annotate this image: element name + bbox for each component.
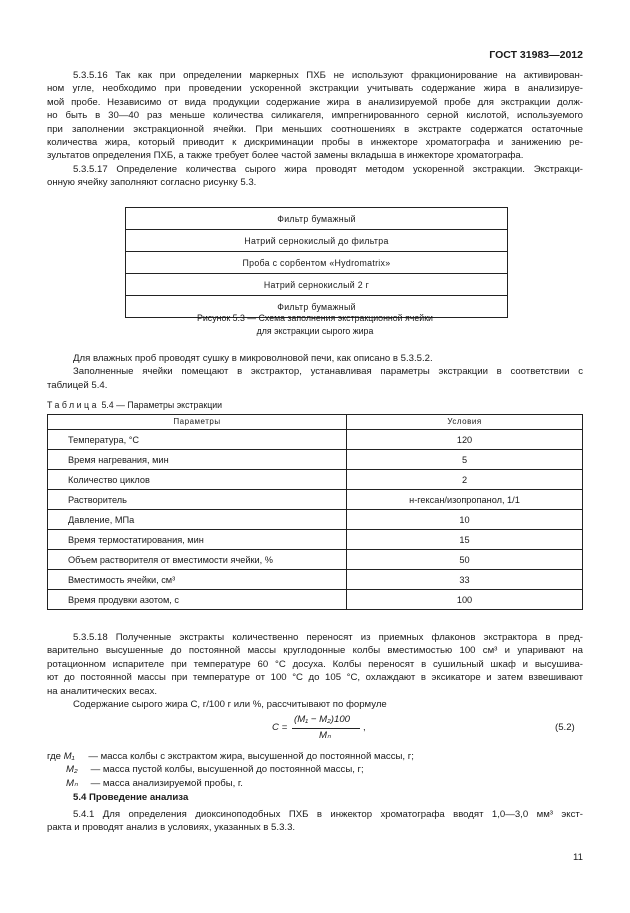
text-line: ном угле, необходимо при проведении ускоренной экстракции учитывать содержание жира в анализируе- (47, 83, 583, 95)
text-line: количества жира, который приводит к дискриминации пробы в инжекторе хроматографа и занижению ре- (47, 136, 583, 148)
denominator: Mₙ (319, 730, 331, 741)
text-line: но быть в 30—40 раз меньше количества силикагеля, импрегнированного серной кислотой, используемого (47, 110, 583, 122)
paragraph-5-3-5-18 (47, 631, 583, 711)
paragraph-5-4-1 (47, 808, 583, 835)
table-row (48, 450, 583, 470)
column-header: Условия (347, 415, 583, 430)
text-line: при заполнении экстракционной ячейки. При меньших соотношениях в экстракте содержатся остаточные (47, 123, 583, 135)
value: 2 (347, 470, 583, 490)
layer: Натрий сернокислый 2 г (126, 274, 508, 296)
value: 33 (347, 570, 583, 590)
parameter: Объем растворителя от вместимости ячейки, % (48, 550, 347, 570)
definition (47, 777, 414, 790)
text-line: на аналитических весах. (47, 685, 158, 697)
table-row (48, 590, 583, 610)
formula-5-2 (0, 714, 630, 744)
table-title: 5.4 — Параметры экстракции (99, 400, 223, 410)
text-line: 5.3.5.16 Так как при определении маркерных ПХБ не используют фракционирование на активирован- (73, 70, 583, 81)
table-row (48, 510, 583, 530)
value: 15 (347, 530, 583, 550)
value: н-гексан/изопропанол, 1/1 (347, 490, 583, 510)
symbol: M₁ (63, 751, 75, 762)
text-line: мой пробе. Независимо от вида продукции содержание жира в анализируемой пробе для экстракции долж- (47, 96, 583, 108)
text-line: варительно высушенные до постоянной массы круглодонные колбы вместимостью 100 см³ и упаривают на (47, 645, 583, 657)
section-heading: 5.4 Проведение анализа (73, 792, 189, 803)
table-label: Таблица (47, 400, 99, 410)
definition (47, 750, 414, 763)
parameter: Давление, МПа (48, 510, 347, 530)
definition-text: — масса колбы с экстрактом жира, высушенной до постоянной массы, г; (85, 751, 414, 762)
table-row (48, 490, 583, 510)
parameter: Время нагревания, мин (48, 450, 347, 470)
symbol: Mₙ (66, 777, 78, 789)
table-row (48, 530, 583, 550)
value: 50 (347, 550, 583, 570)
text-line: онную ячейку заполняют согласно рисунку 5.3. (47, 177, 257, 189)
definition-text: — масса пустой колбы, высушенной до постоянной массы, г; (88, 764, 364, 776)
parameter: Время продувки азотом, с (48, 590, 347, 610)
extraction-parameters-table (47, 414, 583, 610)
table-row (48, 470, 583, 490)
layer: Фильтр бумажный (126, 208, 508, 230)
text-line: 5.3.5.17 Определение количества сырого жира проводят методом ускоренной экстракции. Экстракци- (73, 163, 583, 175)
value: 10 (347, 510, 583, 530)
text-line: 5.3.5.18 Полученные экстракты количественно переносят из приемных флаконов экстрактора в пред- (73, 632, 583, 643)
layer: Натрий сернокислый до фильтра (126, 230, 508, 252)
paragraph-5-3-5-16 (47, 69, 583, 190)
value: 100 (347, 590, 583, 610)
text-line: 5.4.1 Для определения диоксиноподобных ПХБ в инжектор хроматографа вводят 1,0—3,0 мм³ экст- (73, 809, 583, 820)
paragraph-drying (47, 352, 583, 392)
value: 120 (347, 430, 583, 450)
text-line: ют до постоянной массы при температуре от 100 °С до 105 °С, охлаждают в эксикаторе и затем взвешивают (47, 672, 583, 684)
formula-lhs: C = (272, 722, 288, 733)
layer: Проба с сорбентом «Hydromatrix» (126, 252, 508, 274)
figure-caption (0, 312, 630, 338)
column-header: Параметры (48, 415, 347, 430)
variable-definitions (47, 750, 414, 790)
extraction-cell-diagram (125, 207, 508, 318)
equation-number: (5.2) (555, 722, 575, 733)
table-caption (47, 399, 222, 411)
table-row (48, 550, 583, 570)
table-row (48, 430, 583, 450)
definition-text: — масса анализируемой пробы, г. (88, 777, 243, 789)
formula-comma: , (363, 722, 366, 733)
symbol: M₂ (66, 764, 78, 776)
parameter: Время термостатирования, мин (48, 530, 347, 550)
parameter: Количество циклов (48, 470, 347, 490)
table-row (48, 570, 583, 590)
caption-line: Рисунок 5.3 — Схема заполнения экстракционной ячейки (197, 313, 433, 323)
layer: Фильтр бумажный (126, 296, 508, 318)
text-line: таблицей 5.4. (47, 379, 108, 391)
text-line: Содержание сырого жира C, г/100 г или %, рассчитывают по формуле (73, 698, 387, 710)
caption-line: для экстракции сырого жира (256, 326, 374, 336)
parameter: Температура, °С (48, 430, 347, 450)
text-line: зультатов определения ПХБ, а также требует более частой замены вкладыша в инжекторе хроматографа. (47, 150, 524, 162)
definition (47, 763, 414, 776)
page-number: 11 (573, 852, 583, 863)
text-line: Заполненные ячейки помещают в экстрактор, устанавливая параметры экстракции в соответствии с (73, 366, 583, 378)
fraction-bar (292, 728, 360, 729)
text-line: ракта и проводят анализ в условиях, указанных в 5.3.3. (47, 822, 296, 834)
numerator: (M₁ − M₂)100 (294, 714, 350, 725)
text-line: ротационном испарителе при температуре 60 °С досуха. Колбы переносят в сушильный шкаф и высушива- (47, 658, 583, 670)
value: 5 (347, 450, 583, 470)
document-header: ГОСТ 31983—2012 (489, 49, 583, 61)
parameter: Вместимость ячейки, см³ (48, 570, 347, 590)
where-prefix: где (47, 751, 64, 762)
parameter: Растворитель (48, 490, 347, 510)
text-line: Для влажных проб проводят сушку в микроволновой печи, как описано в 5.3.5.2. (73, 353, 433, 364)
